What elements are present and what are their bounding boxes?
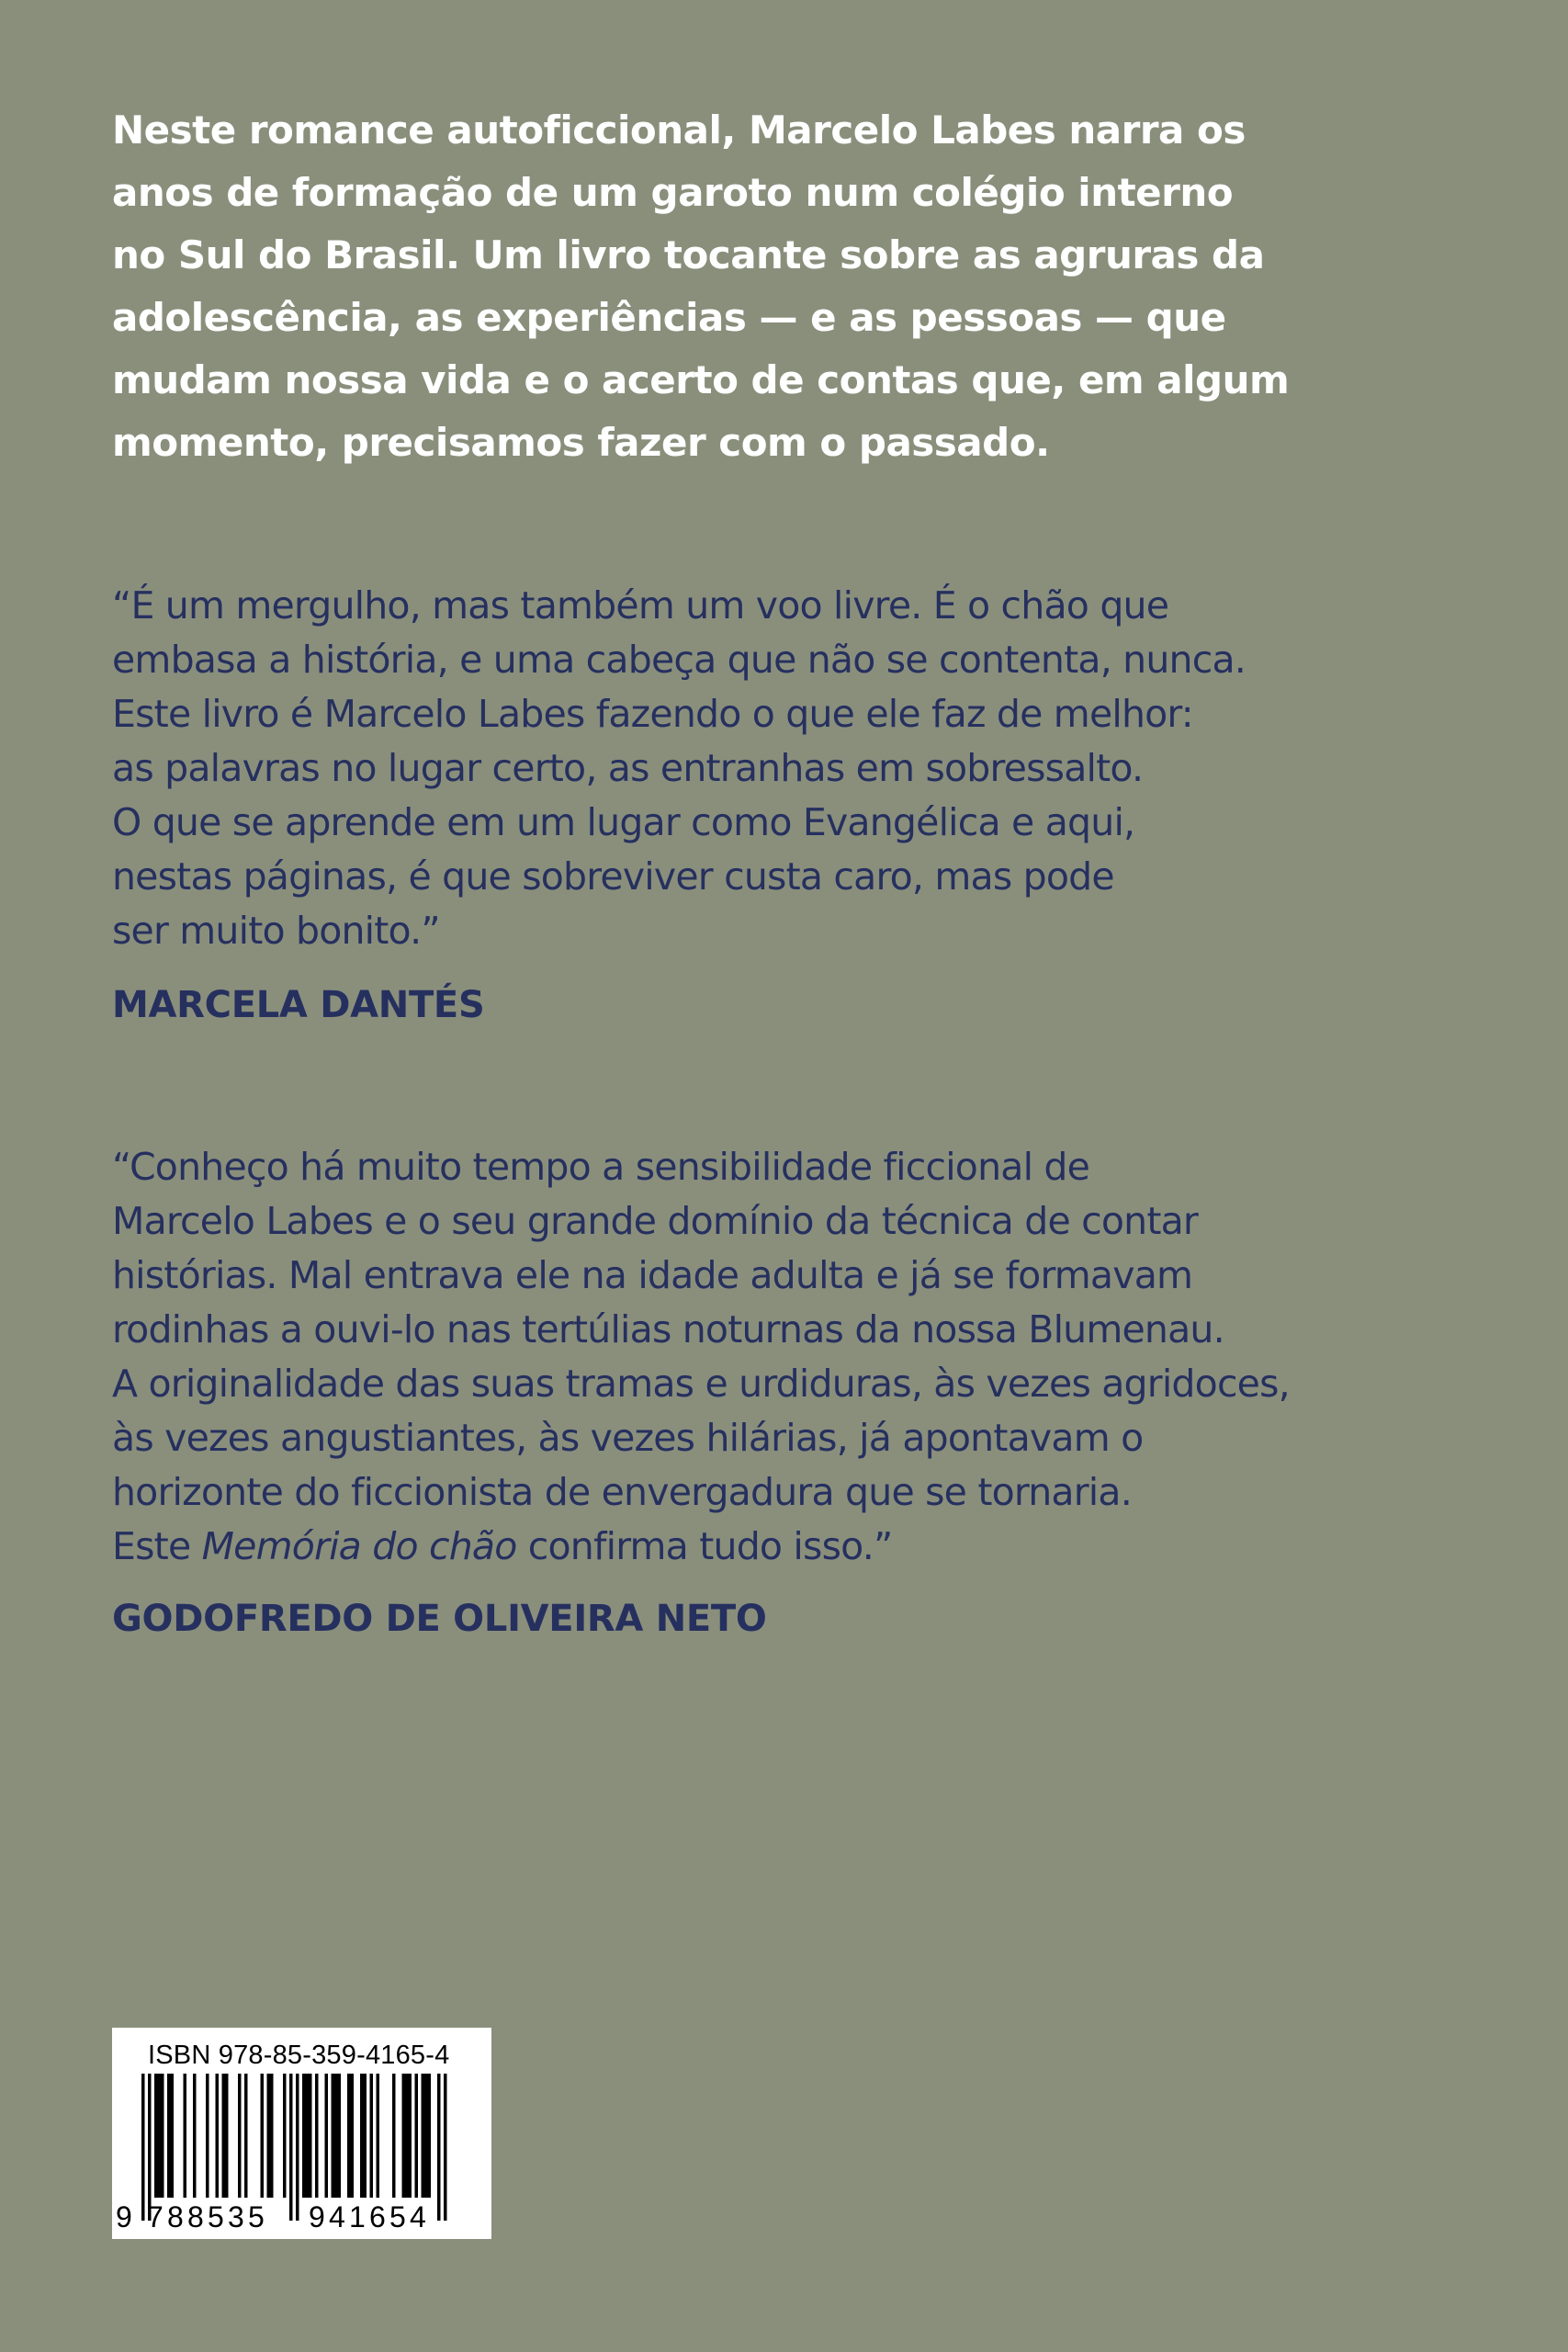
barcode-bar: [334, 2074, 338, 2198]
quote-line: Marcelo Labes e o seu grande domínio da técnica de contar: [112, 1199, 1198, 1243]
blurb-line: mudam nossa vida e o acerto de contas que, em algum: [112, 357, 1290, 402]
barcode-bar: [261, 2074, 265, 2198]
barcode-bar: [206, 2074, 209, 2198]
isbn-barcode: [112, 2028, 491, 2239]
barcode-bar: [364, 2074, 367, 2198]
quote-line: embasa a história, e uma cabeça que não se contenta, nunca.: [112, 638, 1247, 682]
barcode-bar: [325, 2074, 329, 2198]
barcode-bar: [347, 2074, 351, 2198]
quote-line: horizonte do ficcionista de envergadura que se tornaria.: [112, 1470, 1132, 1514]
quote-line: rodinhas a ouvi-lo nas tertúlias noturnas da nossa Blumenau.: [112, 1307, 1224, 1351]
barcode-bar: [405, 2074, 409, 2198]
quote-line: histórias. Mal entrava ele na idade adulta e já se formavam: [112, 1253, 1193, 1297]
barcode-bar: [225, 2074, 229, 2198]
barcode-guard-bar: [437, 2074, 441, 2221]
barcode-bar: [415, 2074, 419, 2198]
barcode-bar: [167, 2074, 171, 2198]
barcode-guard-bar: [296, 2074, 299, 2221]
isbn-label: ISBN 978-85-359-4165-4: [148, 2041, 450, 2070]
barcode-bar: [424, 2074, 428, 2198]
quote-author-1: MARCELA DANTÉS: [112, 984, 485, 1026]
ean-left-group: 788535: [147, 2200, 268, 2233]
barcode-bar: [216, 2074, 220, 2198]
barcode-bar: [402, 2074, 406, 2198]
barcode-bar: [306, 2074, 310, 2198]
barcode-bar: [377, 2074, 380, 2198]
barcode-guard-bar: [148, 2074, 152, 2221]
barcode-bar: [267, 2074, 271, 2198]
barcode-bar: [370, 2074, 374, 2198]
barcode-bar: [428, 2074, 432, 2198]
quote-line: às vezes angustiantes, às vezes hilárias, já apontavam o: [112, 1416, 1144, 1460]
barcode-bar: [161, 2074, 164, 2198]
barcode-guard-bar: [289, 2074, 293, 2221]
blurb-line: anos de formação de um garoto num colégio interno: [112, 170, 1234, 215]
barcode-bar: [351, 2074, 355, 2198]
quote-text-after-title: confirma tudo isso.”: [516, 1524, 893, 1568]
barcode-bar: [315, 2074, 319, 2198]
barcode-bar: [392, 2074, 396, 2198]
quote-text-before-title: Este: [112, 1524, 202, 1568]
quote-author-2: GODOFREDO DE OLIVEIRA NETO: [112, 1598, 767, 1640]
synopsis-blurb: [112, 99, 1472, 474]
barcode-bar: [238, 2074, 242, 2198]
barcode-bar: [171, 2074, 175, 2198]
blurb-line: no Sul do Brasil. Um livro tocante sobre as agruras da: [112, 232, 1265, 277]
testimonial-quote-2: [112, 1140, 1472, 1574]
barcode-bar: [309, 2074, 312, 2198]
quote-line: ser muito bonito.”: [112, 909, 440, 953]
blurb-line: Neste romance autoficcional, Marcelo Labes narra os: [112, 107, 1246, 153]
barcode-bar: [193, 2074, 197, 2198]
ean-right-group: 941654: [309, 2200, 430, 2233]
testimonial-quote-1: [112, 579, 1472, 958]
book-title: Memória do chão: [201, 1524, 517, 1568]
quote-line: Este livro é Marcelo Labes fazendo o que ele faz de melhor:: [112, 692, 1193, 736]
quote-line: nestas páginas, é que sobreviver custa caro, mas pode: [112, 854, 1114, 899]
blurb-line: adolescência, as experiências — e as pessoas — que: [112, 295, 1226, 340]
barcode-bar: [409, 2074, 412, 2198]
barcode-bar: [302, 2074, 306, 2198]
blurb-line: momento, precisamos fazer com o passado.: [112, 420, 1050, 465]
quote-line: “Conheço há muito tempo a sensibilidade ficcional de: [112, 1145, 1090, 1189]
barcode-guard-bar: [141, 2074, 145, 2221]
barcode-bar: [270, 2074, 274, 2198]
quote-line: A originalidade das suas tramas e urdiduras, às vezes agridoces,: [112, 1362, 1290, 1406]
barcode-guard-bar: [444, 2074, 447, 2221]
ean-first-digit: 9: [116, 2200, 132, 2233]
barcode-bar: [283, 2074, 287, 2198]
barcode-bar: [244, 2074, 248, 2198]
quote-last-line: [112, 1520, 1472, 1574]
barcode-bar: [360, 2074, 364, 2198]
barcode-bar: [222, 2074, 226, 2198]
quote-line: as palavras no lugar certo, as entranhas em sobressalto.: [112, 746, 1144, 790]
barcode-bar: [338, 2074, 342, 2198]
barcode-bar: [422, 2074, 425, 2198]
barcode-bar: [154, 2074, 158, 2198]
barcode-bar: [158, 2074, 162, 2198]
quote-line: O que se aprende em um lugar como Evangélica e aqui,: [112, 800, 1135, 844]
barcode-bar: [184, 2074, 187, 2198]
barcode-bar: [332, 2074, 335, 2198]
quote-line: “É um mergulho, mas também um voo livre. É o chão que: [112, 583, 1169, 628]
